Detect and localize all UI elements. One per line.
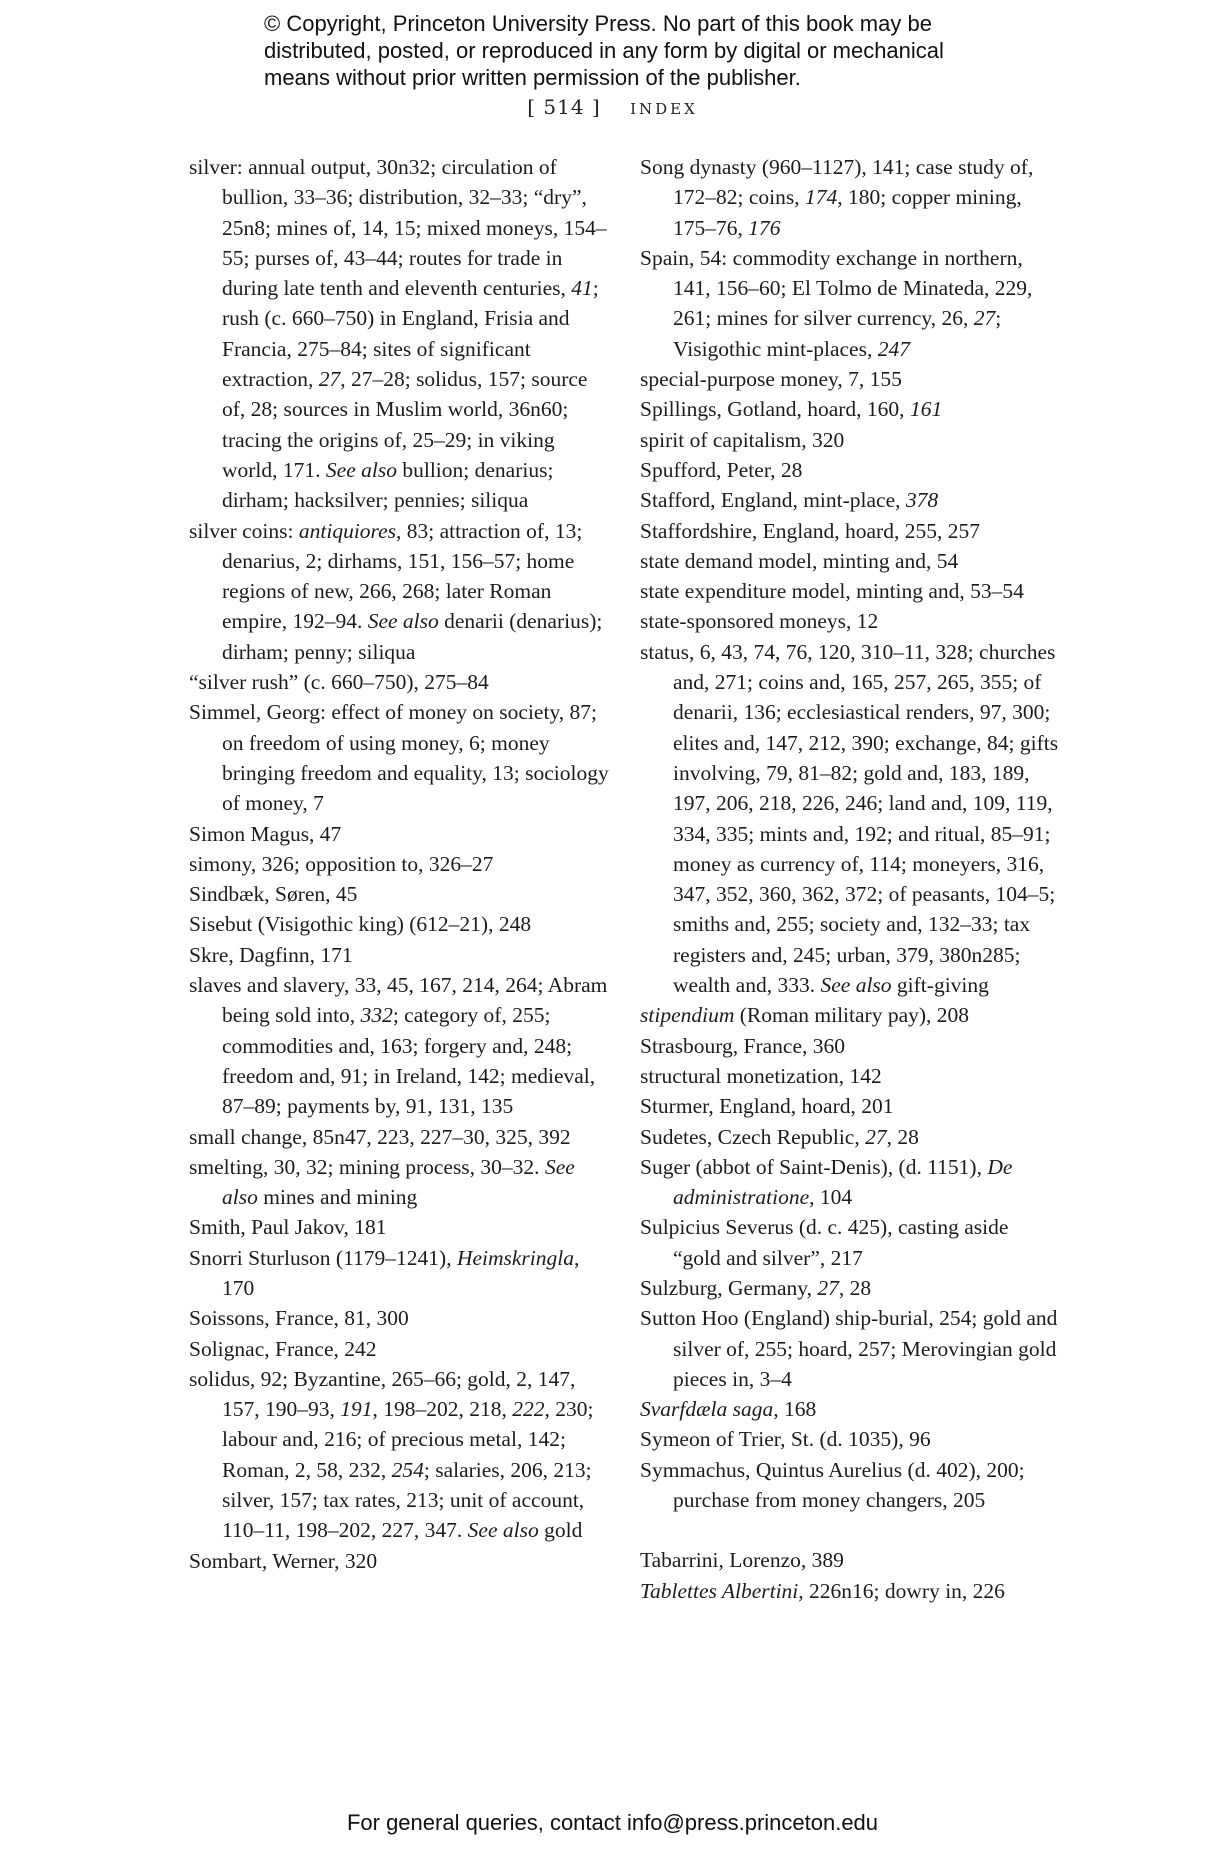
page-number: [ 514 ] xyxy=(527,95,601,119)
entry-text: 27 xyxy=(865,1124,887,1149)
index-entry xyxy=(189,849,609,879)
entry-text: , 83; attraction of, 13; denarius, 2; dirhams, 151, 156–57; home regions of new, 266, 268; later Roman empire, 192–94. xyxy=(222,518,583,634)
index-entry xyxy=(640,425,1060,455)
entry-text: Sulpicius Severus (d. c. 425), casting aside “gold and silver”, 217 xyxy=(640,1215,1009,1270)
index-entry xyxy=(189,152,609,516)
index-entry xyxy=(189,1212,609,1242)
entry-text: 332 xyxy=(360,1003,393,1028)
index-entry xyxy=(640,1061,1060,1091)
entry-text: state expenditure model, minting and, 53–54 xyxy=(640,579,1024,604)
entry-text: Simon Magus, 47 xyxy=(189,821,342,846)
entry-text: Sulzburg, Germany, xyxy=(640,1275,818,1300)
entry-text: , 230; labour and, 216; of precious metal, 142; Roman, 2, 58, 232, xyxy=(222,1397,594,1482)
index-column-right xyxy=(640,152,1060,1606)
entry-text: , 180; copper mining, 175–76, xyxy=(673,185,1022,240)
index-entry xyxy=(640,1303,1060,1394)
index-entry xyxy=(189,940,609,970)
index-entry xyxy=(640,1394,1060,1424)
index-entry xyxy=(640,546,1060,576)
entry-text: stipendium xyxy=(640,1003,735,1028)
entry-text: ; salaries, 206, 213; silver, 157; tax rates, 213; unit of account, 110–11, 198–202, 227, 347. xyxy=(222,1457,592,1543)
copyright-line: distributed, posted, or reproduced in any form by digital or mechanical xyxy=(264,38,944,63)
entry-text: , 28 xyxy=(886,1124,919,1149)
entry-text: Suger (abbot of Saint-Denis), (d. 1151), xyxy=(640,1154,988,1179)
index-entry xyxy=(189,1243,609,1304)
entry-text: 41 xyxy=(571,276,593,301)
entry-text: (Roman military pay), 208 xyxy=(734,1003,970,1028)
entry-text: special-purpose money, 7, 155 xyxy=(640,367,902,392)
section-title: index xyxy=(630,95,698,120)
entry-text: 247 xyxy=(877,336,910,361)
entry-text: , 104 xyxy=(809,1185,853,1210)
entry-text: See also xyxy=(325,457,397,482)
entry-text: simony, 326; opposition to, 326–27 xyxy=(189,851,494,876)
entry-text: , 198–202, 218, xyxy=(372,1397,513,1422)
entry-text: ; category of, 255; commodities and, 163; forgery and, 248; freedom and, 91; in Ireland, 142; medieval, 87–89; payments by, 91, 131, 135 xyxy=(222,1003,596,1119)
entry-text: smelting, 30, 32; mining process, 30–32. xyxy=(189,1154,545,1179)
entry-text: 27 xyxy=(318,367,341,392)
index-entry xyxy=(640,455,1060,485)
entry-text: Song dynasty (960–1127), 141; case study of, 172–82; coins, xyxy=(640,155,1034,210)
index-entry xyxy=(640,243,1060,364)
entry-text: Stafford, England, mint-place, xyxy=(640,488,906,513)
entry-text: , 28 xyxy=(838,1275,872,1300)
entry-text: , 168 xyxy=(773,1397,817,1422)
entry-text: See also xyxy=(820,973,892,998)
index-entry xyxy=(189,1122,609,1152)
entry-text: 176 xyxy=(748,215,781,240)
entry-text: small change, 85n47, 223, 227–30, 325, 392 xyxy=(189,1124,571,1149)
entry-text: Symmachus, Quintus Aurelius (d. 402), 200; purchase from money changers, 205 xyxy=(640,1457,1025,1513)
index-entry xyxy=(189,667,609,697)
copyright-notice xyxy=(264,10,1024,91)
index-entry xyxy=(640,1424,1060,1454)
index-entry xyxy=(640,1152,1060,1213)
index-entry xyxy=(640,152,1060,243)
entry-text: silver coins: xyxy=(189,518,299,543)
entry-text: Snorri Sturluson (1179–1241), xyxy=(189,1245,457,1270)
index-entry xyxy=(640,606,1060,636)
entry-text: Tabarrini, Lorenzo, 389 xyxy=(640,1548,844,1573)
entry-text: 222 xyxy=(512,1397,545,1422)
entry-text: Sutton Hoo (England) ship-burial, 254; gold and silver of, 255; hoard, 257; Merovingian gold pieces in, 3–4 xyxy=(640,1306,1058,1391)
entry-text: state demand model, minting and, 54 xyxy=(640,548,959,573)
entry-text: See also xyxy=(222,1154,575,1210)
entry-text: Symeon of Trier, St. (d. 1035), 96 xyxy=(640,1427,931,1452)
index-entry xyxy=(640,364,1060,394)
index-entry xyxy=(640,1000,1060,1030)
index-entry xyxy=(640,516,1060,546)
entry-text: Solignac, France, 242 xyxy=(189,1336,377,1361)
entry-text: 254 xyxy=(391,1457,424,1482)
entry-text: Spufford, Peter, 28 xyxy=(640,457,803,482)
entry-text: state-sponsored moneys, 12 xyxy=(640,609,879,634)
entry-text: Spain, 54: commodity exchange in northern, 141, 156–60; El Tolmo de Minateda, 229, 261; mines for silver currency, 26, xyxy=(640,245,1033,331)
entry-text: gift-giving xyxy=(891,973,989,998)
index-entry xyxy=(640,1455,1060,1516)
entry-text: 161 xyxy=(909,397,943,422)
entry-text: Sombart, Werner, 320 xyxy=(189,1548,378,1573)
index-entry xyxy=(640,1576,1060,1606)
entry-text: Smith, Paul Jakov, 181 xyxy=(189,1215,387,1240)
entry-text: Spillings, Gotland, hoard, 160, xyxy=(640,397,910,422)
index-entry xyxy=(640,1031,1060,1061)
entry-text: Strasbourg, France, 360 xyxy=(640,1033,846,1058)
index-entry xyxy=(640,1091,1060,1121)
entry-text: 27 xyxy=(817,1275,839,1300)
entry-text: Staffordshire, England, hoard, 255, 257 xyxy=(640,518,980,543)
index-entry xyxy=(189,1546,609,1576)
index-entry xyxy=(640,576,1060,606)
entry-text: De administratione xyxy=(673,1154,1013,1210)
entry-text: spirit of capitalism, 320 xyxy=(640,427,845,452)
footer-contact: For general queries, contact info@press.princeton.edu xyxy=(346,1810,879,1835)
entry-text: See also xyxy=(467,1518,539,1543)
entry-text: Skre, Dagfinn, 171 xyxy=(189,942,353,967)
index-entry xyxy=(189,1334,609,1364)
index-entry xyxy=(189,1364,609,1546)
index-entry xyxy=(189,970,609,1121)
entry-text: See also xyxy=(367,609,439,634)
entry-text: ; Visigothic mint-places, xyxy=(673,306,1002,361)
entry-text: gold xyxy=(538,1518,583,1543)
index-entry xyxy=(640,1122,1060,1152)
entry-text: slaves and slavery, 33, 45, 167, 214, 264; Abram being sold into, xyxy=(189,973,608,1028)
entry-text: , 27–28; solidus, 157; source of, 28; sources in Muslim world, 36n60; tracing the origins of, 25–29; in viking world, 171. xyxy=(222,367,588,482)
index-entry xyxy=(189,516,609,667)
entry-text: structural monetization, 142 xyxy=(640,1063,882,1088)
index-column-left xyxy=(189,152,609,1576)
entry-text: 378 xyxy=(905,488,939,513)
entry-text: Soissons, France, 81, 300 xyxy=(189,1306,409,1331)
entry-text: 191 xyxy=(340,1397,373,1422)
index-entry xyxy=(640,485,1060,515)
entry-text: “silver rush” (c. 660–750), 275–84 xyxy=(189,670,489,695)
entry-text: Sindbæk, Søren, 45 xyxy=(189,882,358,907)
index-entry xyxy=(189,819,609,849)
entry-text: solidus, 92; Byzantine, 265–66; gold, 2, 147, 157, 190–93, xyxy=(189,1366,576,1422)
entry-text: Svarfdæla saga xyxy=(640,1397,774,1422)
entry-text: Simmel, Georg: effect of money on society, 87; on freedom of using money, 6; money bringing freedom and equality, 13; sociology of money, 7 xyxy=(189,700,609,816)
entry-text: antiquiores xyxy=(298,518,397,543)
entry-text: , 170 xyxy=(222,1245,580,1300)
index-entry xyxy=(640,394,1060,424)
entry-text: status, 6, 43, 74, 76, 120, 310–11, 328; churches and, 271; coins and, 165, 257, 265, 355; of denarii, 136; ecclesiastical renders, 97, 300; elites and, 147, 212, 390; exchange, 84; gifts involving, 79, 81–82; gold and, 183, 189, 197, 206, 218, 226, 246; land and, 109, 119, 334, 335; mints and, 192; and ritual, 85–91; money as currency of, 114; moneyers, 316, 347, 352, 360, 362, 372; of peasants, 104–5; smiths and, 255; society and, 132–33; tax registers and, 245; urban, 379, 380n285; wealth and, 333. xyxy=(640,639,1059,998)
copyright-line: means without prior written permission of the publisher. xyxy=(264,65,801,90)
letter-break xyxy=(640,1515,1060,1545)
index-entry xyxy=(189,879,609,909)
entry-text: 174 xyxy=(804,185,838,210)
entry-text: , 226n16; dowry in, 226 xyxy=(798,1578,1005,1603)
entry-text: Sturmer, England, hoard, 201 xyxy=(640,1094,894,1119)
index-entry xyxy=(640,1545,1060,1575)
entry-text: 27 xyxy=(973,306,996,331)
entry-text: ; rush (c. 660–750) in England, Frisia and Francia, 275–84; sites of significant extraction, xyxy=(222,276,599,392)
index-entry xyxy=(189,697,609,818)
entry-text: mines and mining xyxy=(257,1185,418,1210)
entry-text: silver: annual output, 30n32; circulation of bullion, 33–36; distribution, 32–33; “dry”, 25n8; mines of, 14, 15; mixed moneys, 154–55; purses of, 43–44; routes for trade in during late tenth and eleventh centuries, xyxy=(189,155,607,301)
index-entry xyxy=(640,1212,1060,1273)
index-entry xyxy=(189,1303,609,1333)
index-entry xyxy=(189,1152,609,1213)
index-entry xyxy=(640,1273,1060,1303)
index-entry xyxy=(189,909,609,939)
entry-text: Tablettes Albertini xyxy=(640,1578,799,1603)
entry-text: Heimskringla xyxy=(456,1245,574,1270)
index-entry xyxy=(640,637,1060,1001)
copyright-line: © Copyright, Princeton University Press. No part of this book may be xyxy=(264,11,932,36)
entry-text: denarii (denarius); dirham; penny; siliqua xyxy=(222,609,603,664)
entry-text: bullion; denarius; dirham; hacksilver; pennies; siliqua xyxy=(222,457,554,513)
entry-text: Sisebut (Visigothic king) (612–21), 248 xyxy=(189,912,532,937)
entry-text: Sudetes, Czech Republic, xyxy=(640,1124,866,1149)
running-head xyxy=(0,95,1225,120)
